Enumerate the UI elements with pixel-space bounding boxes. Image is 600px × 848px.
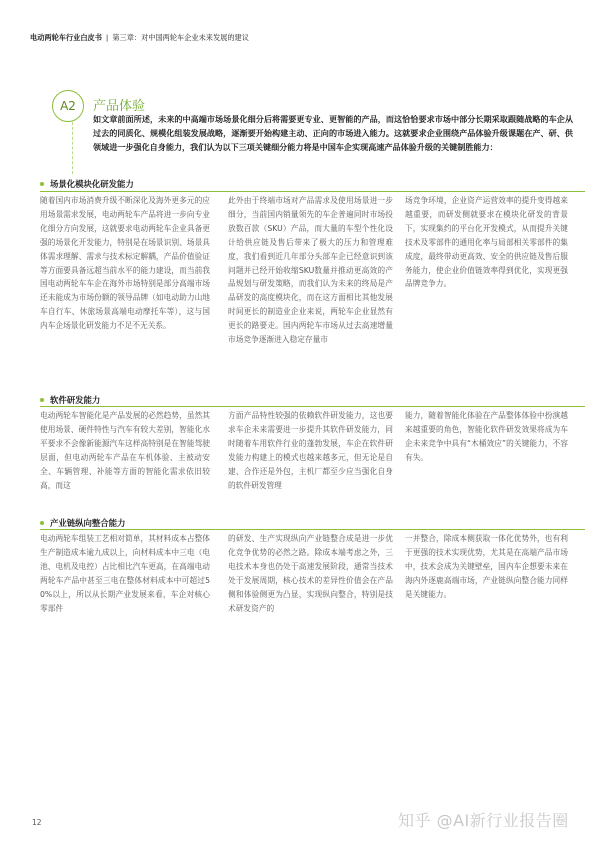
section-badge: A2 <box>52 90 84 122</box>
bullet-dot-icon <box>40 521 44 525</box>
topic-title: 软件研发能力 <box>50 395 101 405</box>
topic-divider <box>40 529 585 530</box>
topic2-column2: 方面产品特性较强的依赖软件研发能力，这也要求车企未来需要进一步提升其软件研发能力，同时随着车用软件行业的蓬勃发展，车企在软件研发能力构建上的模式也越来越多元，但无论是自建、合作还是外包，主机厂都至少应当强化自身的软件研发管理 <box>228 411 393 490</box>
topic2-column1: 电动两轮车智能化是产品发展的必然趋势，虽然其使用场景、硬件特性与汽车有较大差别，智能化水平要求不会像新能源汽车这样高特别是在智能驾驶层面，但电动两轮车产品在车机体验、主被动安全、车辆管理、补能等方面的智能化需求依旧较高，而这 <box>40 411 210 490</box>
topic3-column1: 电动两轮车组装工艺相对简单，其材料成本占整体生产制造成本逾九成以上，向材料成本中三电（电池、电机及电控）占比相比汽车更高，在高端电动两轮车产品中甚至三电在整体材料成本中可超过50%以上，所以从长期产业发展来看，车企对核心零部件 <box>40 534 210 613</box>
topic1-column2: 此外由于终端市场对产品需求及使用场景进一步细分，当前国内销量领先的车企普遍同时市场投放数百款（SKU）产品，而大量的车型个性化设计给供应链及售后带来了极大的压力和管理难度，我们看到近几年部分头部车企已经意识到该问题并已经开始收缩SKU数量并推动更高效的产品规划与研发策略，而我们认为未来的终局是产品研发的高度模块化，而在这方面相比其他发展时间更长的制造业企业来说，两轮车企业显然有更长的路要走。国内两轮车市场从过去高速增量市场竞争逐渐进入稳定存量市 <box>228 196 393 345</box>
section-title: 产品体验 <box>93 99 146 114</box>
header-separator: | <box>105 33 109 42</box>
topic-title: 产业链纵向整合能力 <box>50 518 126 528</box>
topic2-column3: 能力，随着智能化体验在产品整体体验中扮演越来越重要的角色，智能化软件研发效果将成为车企未来竞争中具有“木桶效应”的关键能力，不容有失。 <box>405 411 568 462</box>
running-header <box>30 33 249 43</box>
bullet-dot-icon <box>40 398 44 402</box>
topic1-column3: 场竞争环境，企业资产运营效率的提升变得越来越重要，而研发侧就要求在模块化研发的背景下，实现集约的平台化开发模式，从而提升关键技术及零部件的通用化率与局部相关零部件的集成度，最终带动更高效、安全的供应链及售后服务能力，使企业价值链效率得到优化，实现更强品牌竞争力。 <box>405 196 568 289</box>
decorative-dashed-line <box>72 122 74 174</box>
watermark: 知乎 @AI新行业报告圈 <box>398 811 569 830</box>
topic1-column1: 随着国内市场消费升级不断深化及海外更多元的应用场景需求发展，电动两轮车产品将进一步向专业化细分方向发展，这就要求电动两轮车企业具备更强的场景化开发能力，特别是在场景识别、场景具体需求理解、需求与技术标定解耦，产品价值验证等方面要具备远超当前水平的能力建设，而当前我国电动两轮车车企在海外市场特别是部分高端市场还未能成为市场份额的领导品牌（如电动助力山地车自行车、休旅场景高端电动摩托车等），这与国内车企场景化研发能力不足不无关系。 <box>40 196 210 331</box>
topic-heading-software-rd <box>40 394 100 406</box>
topic-heading-scenario-rd <box>40 178 134 190</box>
section-intro: 如文章前面所述，未来的中高端市场场景化细分后将需要更专业、更智能的产品，而这恰恰要求市场中部分长期采取跟随战略的车企从过去的同质化、规模化组装发展战略，逐渐要开始构建主动、正向的市场进入能力。这就要求企业围绕产品体验升级课题在产、研、供领域进一步强化自身能力，我们认为以下三项关键细分能力将是中国车企实现高速产品体验升级的关键制胜能力： <box>93 114 573 153</box>
report-title: 电动两轮车行业白皮书 <box>30 33 102 42</box>
topic-title: 场景化模块化研发能力 <box>50 179 134 189</box>
page-number: 12 <box>32 818 42 827</box>
topic3-column2: 的研发、生产实现纵向产业链整合成是进一步优化竞争优势的必然之路。除成本端考虑之外，三电技术本身也仍处于高速发展阶段，通常当技术处于发展周期，核心技术的差异性价值会在产品侧和体验侧更为凸显，实现纵向整合，特别是技术研发资产的 <box>228 534 393 613</box>
topic-heading-supply-chain <box>40 517 125 529</box>
topic-divider <box>40 406 585 407</box>
topic3-column3: 一并整合，除成本侧获取一体化优势外，也有利于更强的技术实现优势，尤其是在高端产品市场中，技术会成为关键壁垒，国内车企想要未来在海内外逐鹿高端市场，产业链纵向整合能力同样是关键能力。 <box>405 534 568 599</box>
bullet-dot-icon <box>40 182 44 186</box>
chapter-title: 第三章：对中国两轮车企业未来发展的建议 <box>112 33 249 42</box>
topic-divider <box>40 191 585 192</box>
